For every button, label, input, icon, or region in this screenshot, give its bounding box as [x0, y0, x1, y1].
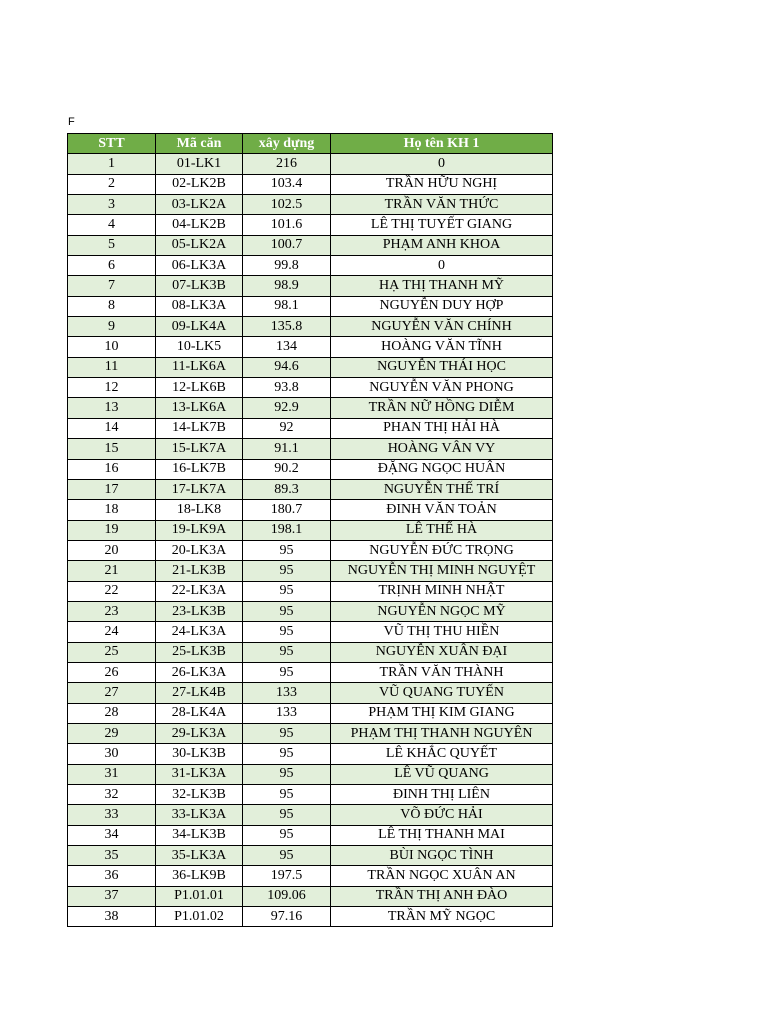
cell-stt[interactable]: 36 — [68, 866, 156, 886]
table-row — [68, 581, 553, 601]
cell-customer-name[interactable]: 0 — [331, 256, 553, 276]
cell-stt[interactable]: 26 — [68, 662, 156, 682]
cell-construction-area[interactable]: 89.3 — [243, 479, 331, 499]
table-row — [68, 601, 553, 621]
cell-construction-area[interactable]: 100.7 — [243, 235, 331, 255]
cell-construction-area[interactable]: 98.1 — [243, 296, 331, 316]
cell-stt[interactable]: 8 — [68, 296, 156, 316]
cell-stt[interactable]: 5 — [68, 235, 156, 255]
cell-customer-name[interactable]: HOÀNG VÂN VY — [331, 439, 553, 459]
cell-customer-name[interactable]: 0 — [331, 154, 553, 174]
cell-stt[interactable]: 25 — [68, 642, 156, 662]
cell-construction-area[interactable]: 103.4 — [243, 174, 331, 194]
cell-stt[interactable]: 16 — [68, 459, 156, 479]
cell-construction-area[interactable]: 93.8 — [243, 378, 331, 398]
cell-construction-area[interactable]: 90.2 — [243, 459, 331, 479]
cell-customer-name[interactable]: NGUYỄN DUY HỢP — [331, 296, 553, 316]
cell-customer-name[interactable]: ĐẶNG NGỌC HUÂN — [331, 459, 553, 479]
table-row — [68, 500, 553, 520]
cell-construction-area[interactable]: 95 — [243, 723, 331, 743]
cell-construction-area[interactable]: 95 — [243, 622, 331, 642]
cell-customer-name[interactable]: NGUYỄN VĂN PHONG — [331, 378, 553, 398]
cell-construction-area[interactable]: 91.1 — [243, 439, 331, 459]
cell-stt[interactable]: 28 — [68, 703, 156, 723]
header-customer-name[interactable]: Họ tên KH 1 — [331, 134, 553, 154]
cell-customer-name[interactable]: TRẦN NỮ HỒNG DIỄM — [331, 398, 553, 418]
cell-customer-name[interactable]: TRẦN HỮU NGHỊ — [331, 174, 553, 194]
cell-unit-code[interactable]: P1.01.01 — [156, 886, 243, 906]
cell-unit-code[interactable]: 07-LK3B — [156, 276, 243, 296]
cell-customer-name[interactable]: NGUYỄN VĂN CHÍNH — [331, 317, 553, 337]
cell-unit-code[interactable]: 18-LK8 — [156, 500, 243, 520]
table-row — [68, 235, 553, 255]
cell-unit-code[interactable]: 22-LK3A — [156, 581, 243, 601]
cell-unit-code[interactable]: 16-LK7B — [156, 459, 243, 479]
cell-customer-name[interactable]: TRẦN THỊ ANH ĐÀO — [331, 886, 553, 906]
cell-construction-area[interactable]: 134 — [243, 337, 331, 357]
table-row — [68, 764, 553, 784]
cell-construction-area[interactable]: 95 — [243, 785, 331, 805]
cell-customer-name[interactable]: NGUYỄN XUÂN ĐẠI — [331, 642, 553, 662]
table-row — [68, 215, 553, 235]
cell-stt[interactable]: 22 — [68, 581, 156, 601]
table-row — [68, 723, 553, 743]
cell-unit-code[interactable]: 24-LK3A — [156, 622, 243, 642]
cell-construction-area[interactable]: 95 — [243, 825, 331, 845]
cell-construction-area[interactable]: 98.9 — [243, 276, 331, 296]
cell-stt[interactable]: 6 — [68, 256, 156, 276]
cell-customer-name[interactable]: BÙI NGỌC TÌNH — [331, 846, 553, 866]
cell-stt[interactable]: 24 — [68, 622, 156, 642]
cell-customer-name[interactable]: NGUYỄN THỊ MINH NGUYỆT — [331, 561, 553, 581]
header-row — [68, 134, 553, 154]
cell-construction-area[interactable]: 95 — [243, 846, 331, 866]
cell-stt[interactable]: 20 — [68, 540, 156, 560]
cell-construction-area[interactable]: 109.06 — [243, 886, 331, 906]
cell-stt[interactable]: 1 — [68, 154, 156, 174]
cell-customer-name[interactable]: PHẠM ANH KHOA — [331, 235, 553, 255]
cell-stt[interactable]: 37 — [68, 886, 156, 906]
cell-construction-area[interactable]: 95 — [243, 744, 331, 764]
cell-construction-area[interactable]: 198.1 — [243, 520, 331, 540]
cell-unit-code[interactable]: 29-LK3A — [156, 723, 243, 743]
cell-unit-code[interactable]: 27-LK4B — [156, 683, 243, 703]
cell-unit-code[interactable]: 36-LK9B — [156, 866, 243, 886]
cell-unit-code[interactable]: 06-LK3A — [156, 256, 243, 276]
table-row — [68, 317, 553, 337]
cell-unit-code[interactable]: 20-LK3A — [156, 540, 243, 560]
table-row — [68, 846, 553, 866]
table-row — [68, 642, 553, 662]
cell-construction-area[interactable]: 95 — [243, 601, 331, 621]
table-row — [68, 195, 553, 215]
cell-customer-name[interactable]: TRẦN MỸ NGỌC — [331, 907, 553, 927]
table-row — [68, 439, 553, 459]
cell-unit-code[interactable]: 14-LK7B — [156, 418, 243, 438]
cell-customer-name[interactable]: PHẠM THỊ KIM GIANG — [331, 703, 553, 723]
table-row — [68, 256, 553, 276]
cell-unit-code[interactable]: 25-LK3B — [156, 642, 243, 662]
cell-construction-area[interactable]: 92 — [243, 418, 331, 438]
cell-customer-name[interactable]: ĐINH VĂN TOẢN — [331, 500, 553, 520]
cell-stt[interactable]: 15 — [68, 439, 156, 459]
cell-construction-area[interactable]: 97.16 — [243, 907, 331, 927]
cell-stt[interactable]: 23 — [68, 601, 156, 621]
table-row — [68, 683, 553, 703]
cell-stt[interactable]: 17 — [68, 479, 156, 499]
cell-unit-code[interactable]: 04-LK2B — [156, 215, 243, 235]
cell-stt[interactable]: 38 — [68, 907, 156, 927]
cell-unit-code[interactable]: 26-LK3A — [156, 662, 243, 682]
cell-stt[interactable]: 30 — [68, 744, 156, 764]
table-row — [68, 154, 553, 174]
table-row — [68, 561, 553, 581]
table-row — [68, 886, 553, 906]
cell-unit-code[interactable]: 13-LK6A — [156, 398, 243, 418]
cell-customer-name[interactable]: TRẦN VĂN THÀNH — [331, 662, 553, 682]
cell-stt[interactable]: 10 — [68, 337, 156, 357]
cell-stt[interactable]: 14 — [68, 418, 156, 438]
cell-stt[interactable]: 2 — [68, 174, 156, 194]
cell-stt[interactable]: 21 — [68, 561, 156, 581]
cell-customer-name[interactable]: LÊ THẾ HÀ — [331, 520, 553, 540]
cell-stt[interactable]: 7 — [68, 276, 156, 296]
table-row — [68, 479, 553, 499]
cell-construction-area[interactable]: 95 — [243, 561, 331, 581]
table-row — [68, 703, 553, 723]
cell-customer-name[interactable]: TRẦN VĂN THỨC — [331, 195, 553, 215]
cell-unit-code[interactable]: 35-LK3A — [156, 846, 243, 866]
cell-unit-code[interactable]: 11-LK6A — [156, 357, 243, 377]
cell-construction-area[interactable]: 94.6 — [243, 357, 331, 377]
table-row — [68, 540, 553, 560]
cell-unit-code[interactable]: 08-LK3A — [156, 296, 243, 316]
cell-construction-area[interactable]: 95 — [243, 540, 331, 560]
cell-customer-name[interactable]: TRẦN NGỌC XUÂN AN — [331, 866, 553, 886]
cell-customer-name[interactable]: NGUYỄN ĐỨC TRỌNG — [331, 540, 553, 560]
cell-construction-area[interactable]: 95 — [243, 764, 331, 784]
cell-stt[interactable]: 29 — [68, 723, 156, 743]
cell-construction-area[interactable]: 95 — [243, 805, 331, 825]
cell-customer-name[interactable]: NGUYỄN THÁI HỌC — [331, 357, 553, 377]
cell-customer-name[interactable]: VŨ QUANG TUYẾN — [331, 683, 553, 703]
cell-construction-area[interactable]: 135.8 — [243, 317, 331, 337]
table-row — [68, 622, 553, 642]
cell-stt[interactable]: 3 — [68, 195, 156, 215]
cell-stt[interactable]: 34 — [68, 825, 156, 845]
column-letter-label: F — [68, 116, 75, 128]
header-stt[interactable]: STT — [68, 134, 156, 154]
cell-stt[interactable]: 12 — [68, 378, 156, 398]
cell-customer-name[interactable]: VÕ ĐỨC HẢI — [331, 805, 553, 825]
table-row — [68, 357, 553, 377]
table-row — [68, 459, 553, 479]
cell-customer-name[interactable]: PHAN THỊ HẢI HÀ — [331, 418, 553, 438]
table-row — [68, 520, 553, 540]
cell-stt[interactable]: 4 — [68, 215, 156, 235]
cell-construction-area[interactable]: 133 — [243, 683, 331, 703]
cell-stt[interactable]: 27 — [68, 683, 156, 703]
cell-customer-name[interactable]: HOÀNG VĂN TĨNH — [331, 337, 553, 357]
cell-unit-code[interactable]: 21-LK3B — [156, 561, 243, 581]
cell-stt[interactable]: 31 — [68, 764, 156, 784]
cell-unit-code[interactable]: 31-LK3A — [156, 764, 243, 784]
cell-unit-code[interactable]: 33-LK3A — [156, 805, 243, 825]
cell-unit-code[interactable]: 12-LK6B — [156, 378, 243, 398]
cell-customer-name[interactable]: LÊ THỊ TUYẾT GIANG — [331, 215, 553, 235]
cell-stt[interactable]: 35 — [68, 846, 156, 866]
cell-construction-area[interactable]: 197.5 — [243, 866, 331, 886]
header-construction-area[interactable]: xây dựng — [243, 134, 331, 154]
table-row — [68, 907, 553, 927]
cell-unit-code[interactable]: 32-LK3B — [156, 785, 243, 805]
cell-stt[interactable]: 19 — [68, 520, 156, 540]
table-row — [68, 276, 553, 296]
cell-stt[interactable]: 32 — [68, 785, 156, 805]
table-row — [68, 785, 553, 805]
table-row — [68, 662, 553, 682]
table-row — [68, 296, 553, 316]
table-row — [68, 805, 553, 825]
cell-construction-area[interactable]: 102.5 — [243, 195, 331, 215]
cell-customer-name[interactable]: HẠ THỊ THANH MỸ — [331, 276, 553, 296]
cell-customer-name[interactable]: NGUYỄN NGỌC MỸ — [331, 601, 553, 621]
cell-unit-code[interactable]: 19-LK9A — [156, 520, 243, 540]
table-row — [68, 825, 553, 845]
cell-customer-name[interactable]: TRỊNH MINH NHẬT — [331, 581, 553, 601]
cell-stt[interactable]: 13 — [68, 398, 156, 418]
cell-unit-code[interactable]: 17-LK7A — [156, 479, 243, 499]
cell-unit-code[interactable]: 09-LK4A — [156, 317, 243, 337]
cell-construction-area[interactable]: 101.6 — [243, 215, 331, 235]
table-row — [68, 744, 553, 764]
table-row — [68, 866, 553, 886]
cell-unit-code[interactable]: 23-LK3B — [156, 601, 243, 621]
header-unit-code[interactable]: Mã căn — [156, 134, 243, 154]
cell-construction-area[interactable]: 95 — [243, 581, 331, 601]
cell-construction-area[interactable]: 216 — [243, 154, 331, 174]
cell-unit-code[interactable]: 34-LK3B — [156, 825, 243, 845]
cell-stt[interactable]: 33 — [68, 805, 156, 825]
cell-unit-code[interactable]: 30-LK3B — [156, 744, 243, 764]
cell-customer-name[interactable]: VŨ THỊ THU HIỀN — [331, 622, 553, 642]
cell-customer-name[interactable]: PHẠM THỊ THANH NGUYÊN — [331, 723, 553, 743]
cell-unit-code[interactable]: 05-LK2A — [156, 235, 243, 255]
cell-unit-code[interactable]: 01-LK1 — [156, 154, 243, 174]
table-body — [68, 154, 553, 927]
table-row — [68, 398, 553, 418]
cell-unit-code[interactable]: 15-LK7A — [156, 439, 243, 459]
cell-stt[interactable]: 18 — [68, 500, 156, 520]
table-row — [68, 337, 553, 357]
cell-unit-code[interactable]: 10-LK5 — [156, 337, 243, 357]
cell-construction-area[interactable]: 95 — [243, 662, 331, 682]
cell-customer-name[interactable]: NGUYỄN THẾ TRÍ — [331, 479, 553, 499]
customer-table — [67, 133, 553, 927]
cell-customer-name[interactable]: LÊ VŨ QUANG — [331, 764, 553, 784]
table-row — [68, 174, 553, 194]
cell-construction-area[interactable]: 133 — [243, 703, 331, 723]
cell-stt[interactable]: 11 — [68, 357, 156, 377]
cell-construction-area[interactable]: 92.9 — [243, 398, 331, 418]
table-row — [68, 378, 553, 398]
cell-unit-code[interactable]: P1.01.02 — [156, 907, 243, 927]
cell-construction-area[interactable]: 95 — [243, 642, 331, 662]
cell-customer-name[interactable]: ĐINH THỊ LIÊN — [331, 785, 553, 805]
cell-unit-code[interactable]: 02-LK2B — [156, 174, 243, 194]
cell-customer-name[interactable]: LÊ KHẮC QUYẾT — [331, 744, 553, 764]
table-row — [68, 418, 553, 438]
cell-unit-code[interactable]: 28-LK4A — [156, 703, 243, 723]
cell-customer-name[interactable]: LÊ THỊ THANH MAI — [331, 825, 553, 845]
cell-construction-area[interactable]: 99.8 — [243, 256, 331, 276]
cell-unit-code[interactable]: 03-LK2A — [156, 195, 243, 215]
cell-construction-area[interactable]: 180.7 — [243, 500, 331, 520]
cell-stt[interactable]: 9 — [68, 317, 156, 337]
